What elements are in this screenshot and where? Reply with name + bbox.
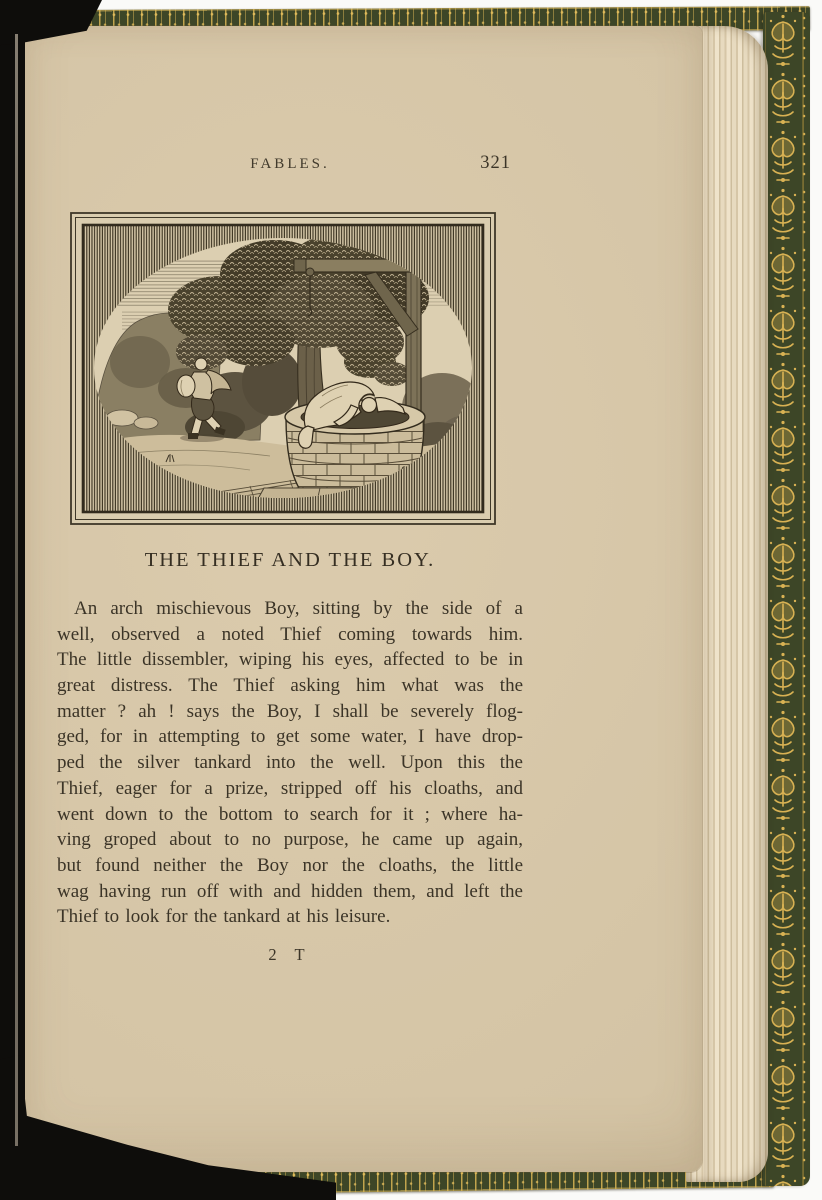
binding-right-band bbox=[763, 12, 810, 1186]
backdrop-left bbox=[0, 0, 25, 1200]
page-header bbox=[57, 153, 523, 182]
fable-line: well, observed a noted Thief coming towards him. bbox=[57, 623, 523, 645]
fable-line: great distress. The Thief asking him what was the bbox=[57, 675, 523, 697]
fable-line: Thief, eager for a prize, stripped off his cloaths, and bbox=[57, 777, 523, 799]
fable-illustration bbox=[70, 212, 496, 525]
fable-line: ped the silver tankard into the well. Upon this the bbox=[57, 752, 523, 774]
fable-title: THE THIEF AND THE BOY. bbox=[144, 549, 436, 571]
gilt-tooling-pattern bbox=[763, 12, 810, 1186]
book-page bbox=[24, 26, 702, 1172]
page-number: 321 bbox=[480, 153, 511, 173]
fable-line: wag having run off with and hidden them, and left the bbox=[57, 880, 523, 902]
fable-line: The little dissembler, wiping his eyes, affected to be in bbox=[57, 649, 523, 671]
fable-line: went down to the bottom to search for it ; where ha- bbox=[57, 803, 523, 825]
fable-line: Thief to look for the tankard at his leisure. bbox=[57, 906, 391, 928]
fable-line: ged, for in attempting to get some water, I have drop- bbox=[57, 726, 523, 748]
spine-edge-highlight bbox=[15, 34, 18, 1146]
signature-mark: 2 T bbox=[268, 945, 312, 964]
running-title: FABLES. bbox=[250, 156, 330, 172]
fable-line: ving groped about to no purpose, he came up again, bbox=[57, 829, 523, 851]
fable-line: An arch mischievous Boy, sitting by the side of a bbox=[74, 598, 523, 619]
fable-line: matter ? ah ! says the Boy, I shall be severely flog- bbox=[57, 700, 523, 722]
fable-text bbox=[57, 596, 523, 930]
fable-line: but found neither the Boy nor the cloaths, the little bbox=[57, 854, 523, 876]
